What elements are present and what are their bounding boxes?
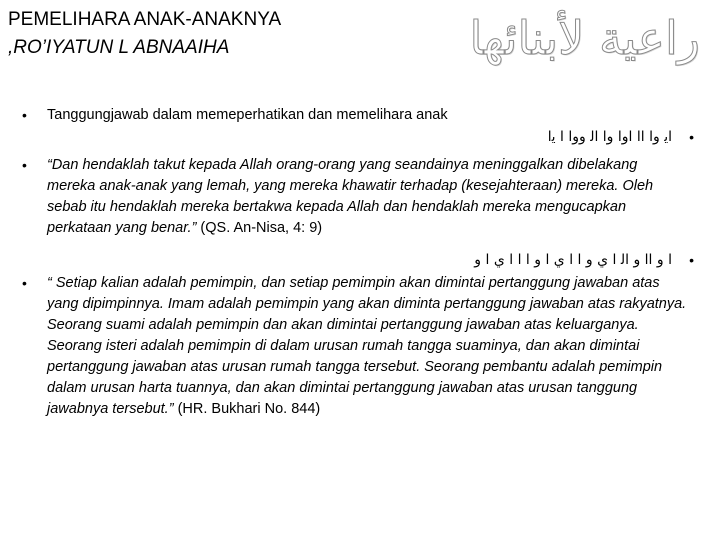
quote-text: “Dan hendaklah takut kepada Allah orang-orang yang seandainya meninggalkan dibelakang mereka anak-anak yang lemah, yang mereka khawatir terhadap (kesejahteraan) mereka. Oleh sebab itu hendaklah mereka bertakwa kepada Allah dan hendaklah mereka mengucapkan perkataan yang benar.” — [47, 157, 654, 236]
bullet: • — [22, 157, 27, 173]
bullet: • — [689, 252, 694, 268]
title-line-2: ,RO’IYATUN L ABNAAIHA — [8, 37, 230, 58]
quote-reference: (QS. An-Nisa, 4: 9) — [196, 220, 323, 236]
slide-title — [8, 6, 408, 62]
title-line-1: PEMELIHARA ANAK-ANAKNYA — [8, 9, 282, 30]
bullet: • — [22, 107, 27, 123]
item-text: Tanggungjawab dalam memeperhatikan dan memelihara anak — [47, 107, 448, 123]
quote-text: “ Setiap kalian adalah pemimpin, dan setiap pemimpin akan dimintai pertanggung jawaban atas yang dipimpinnya. Imam adalah pemimpin yang akan diminta pertanggung jawaban atas rakyatnya. Seorang suami adalah pemimpin dan akan dimintai pertanggung jawaban atas keluarganya. Seorang isteri adalah pemimpin di dalam urusan rumah tangga suaminya, dan akan dimintai pertanggung jawaban atas urusan rumah tangga tersebut. Seorang pembantu adalah pemimpin dalam urusan harta tuannya, dan akan dimintai pertanggung jawaban atas urusan tanggung jawabnya tersebut.” — [47, 275, 687, 417]
arabic-title: راعية لأبنائها — [469, 11, 700, 65]
arabic-hadith-text: ﺍ ﻭ ﺍﺍ ﻭ ﺍﻟ ﺍ ﻱ ﻭ ﺍ ﺍ ﻱ ﺍ ﻭ ﺍ ﺍ ﺍ ﻱ ﺍ ﻭ — [474, 252, 672, 268]
bullet: • — [689, 129, 694, 145]
hadith-quote — [47, 273, 687, 420]
arabic-verse-text: ﺍﻳ ﻭﺍ ﺍﺍ ﺍﻭﺍ ﻭﺍ ﺍﻟ ﻭﻭﺍ ﺍ ﻳﺍ — [547, 129, 672, 145]
quran-quote — [47, 155, 687, 239]
bullet: • — [22, 275, 27, 291]
quote-reference: (HR. Bukhari No. 844) — [173, 401, 321, 417]
